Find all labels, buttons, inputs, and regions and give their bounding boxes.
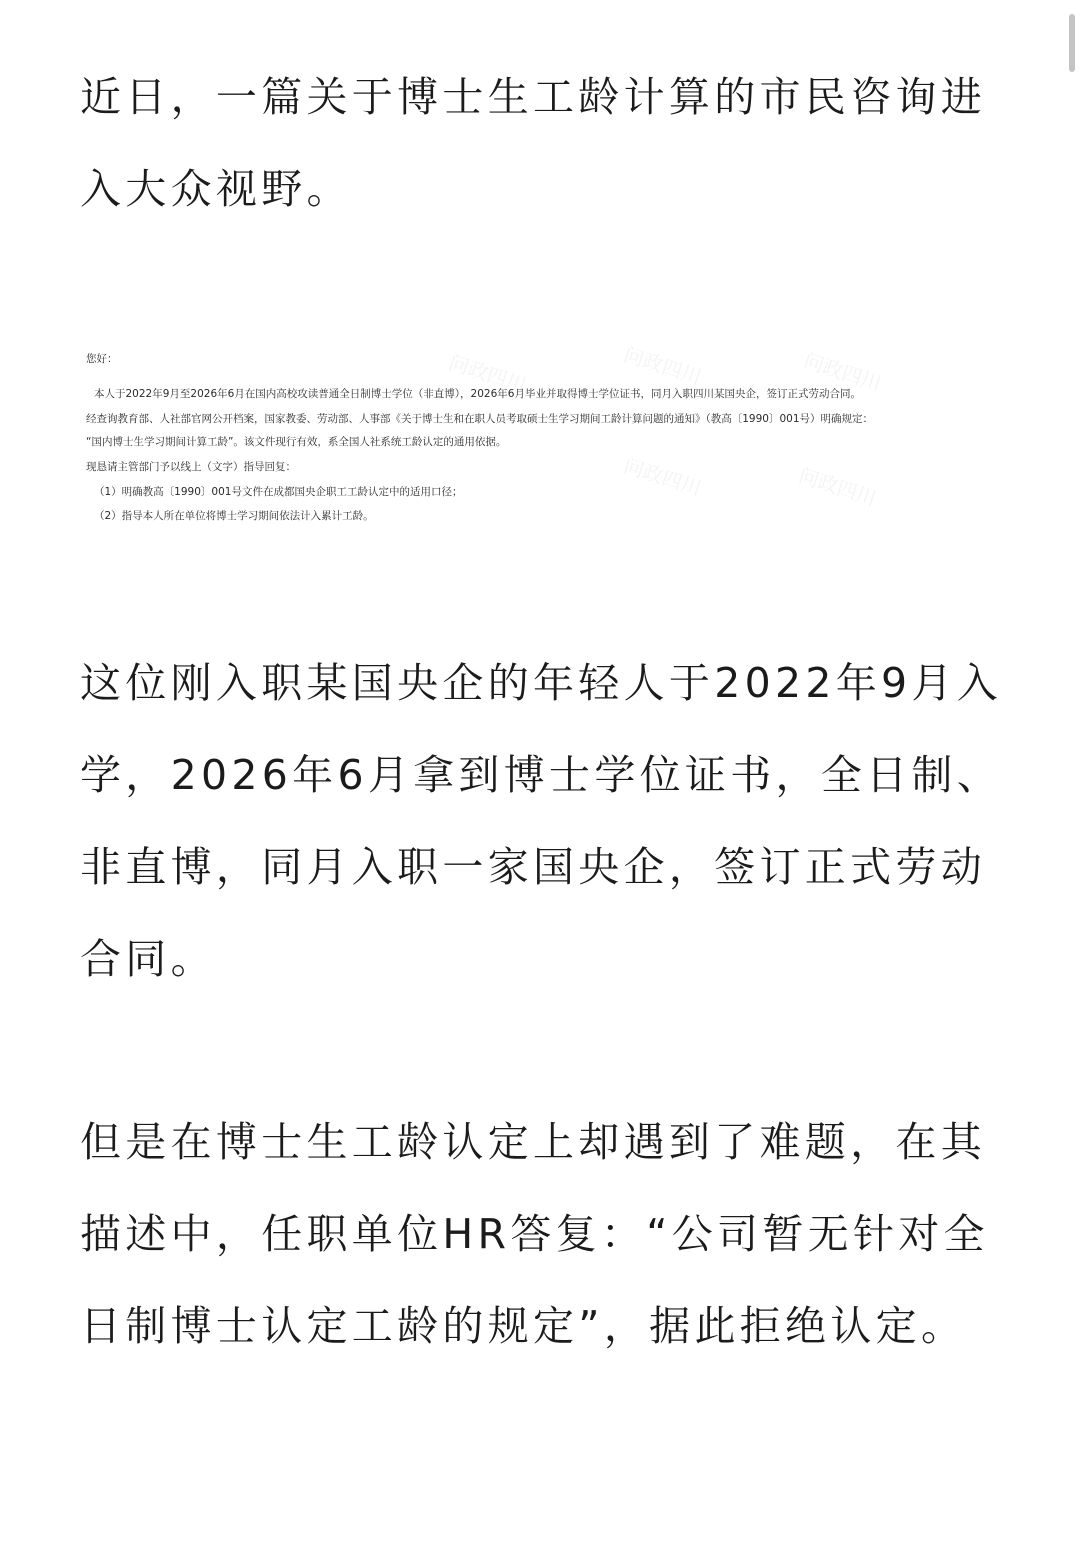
scrollbar[interactable] [1069,14,1075,72]
watermark: 问政四川 [620,342,705,390]
doc-line: 现恳请主管部门予以线上（文字）指导回复： [86,461,296,473]
doc-line: 经查询教育部、人社部官网公开档案，国家教委、劳动部、人事部《关于博士生和在职人员考取硕士生学习期间工龄计算问题的通知》（教高〔1990〕001号）明确规定： [86,413,874,425]
doc-line: “国内博士生学习期间计算工龄”。该文件现行有效，系全国人社系统工龄认定的通用依据。 [86,436,507,448]
doc-line: 本人于2022年9月至2026年6月在国内高校攻读普通全日制博士学位（非直博），2026年6月毕业并取得博士学位证书，同月入职四川某国央企，签订正式劳动合同。 [94,388,861,400]
watermark: 问政四川 [800,348,885,396]
watermark: 问政四川 [620,453,705,501]
embedded-document-image [78,336,1008,536]
article-paragraph: 但是在博士生工龄认定上却遇到了难题，在其描述中，任职单位HR答复：“公司暂无针对全日制博士认定工龄的规定”，据此拒绝认定。 [80,1118,989,1350]
watermark: 问政四川 [445,350,530,398]
article-paragraph: 这位刚入职某国央企的年轻人于2022年9月入学，2026年6月拿到博士学位证书，全日制、非直博，同月入职一家国央企，签订正式劳动合同。 [80,659,1003,983]
doc-greeting: 您好： [86,353,118,365]
doc-list-item: （2）指导本人所在单位将博士学习期间依法计入累计工龄。 [94,510,374,522]
watermark: 问政四川 [795,463,880,511]
article-paragraph: 近日，一篇关于博士生工龄计算的市民咨询进入大众视野。 [80,73,986,213]
doc-list-item: （1）明确教高〔1990〕001号文件在成都国央企职工工龄认定中的适用口径； [94,486,463,498]
